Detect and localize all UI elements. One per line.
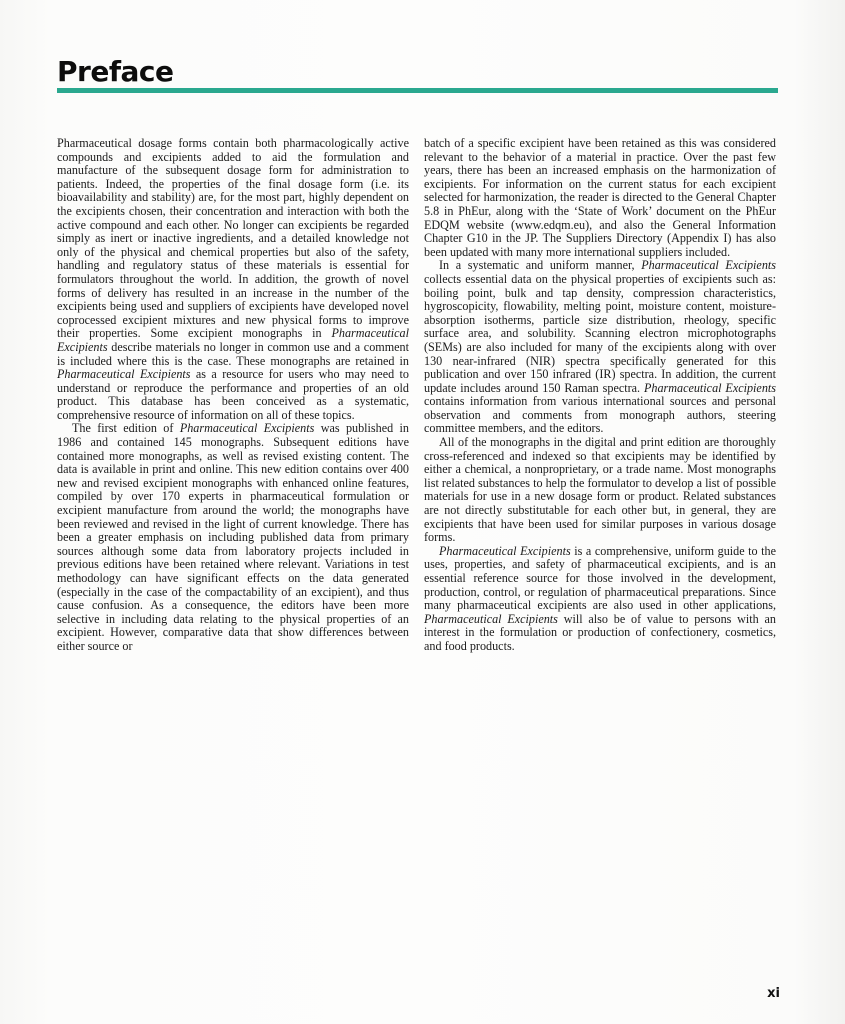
paragraph: [424, 259, 776, 436]
text-run: was published in 1986 and contained 145 monographs. Subsequent editions have contained more monographs, as well as revised existing content. The data is available in print and online. This new edition contains over 400 new and revised excipient monographs with enhanced online features, compiled by over 170 experts in pharmaceutical formulation or excipient manufacture from around the world; the monographs have been reviewed and revised in the light of current knowledge. There has been a greater emphasis on including published data from primary sources although some data from laboratory projects included in previous editions have been retained where relevant. Variations in test methodology can have significant effects on the data generated (especially in the case of the compactability of an excipient), and thus cause confusion. As a consequence, the editors have been more selective in including data relating to the physical properties of an excipient. However, comparative data that show differences between either source or: [57, 421, 410, 653]
italic-title-run: Pharmaceutical Excipients: [57, 326, 409, 354]
paragraph: [424, 137, 776, 259]
text-run: as a resource for users who may need to understand or reproduce the performance and properties of an old product. This database has been conceived as a systematic, comprehensive resource of information on all of these topics.: [57, 367, 409, 422]
paragraph: [57, 137, 409, 422]
paragraph: [424, 436, 776, 545]
page-number: xi: [767, 986, 780, 1001]
italic-title-run: Pharmaceutical Excipients: [643, 380, 776, 395]
text-run: Pharmaceutical dosage forms contain both pharmacologically active compounds and excipients added to aid the formulation and manufacture of the subsequent dosage form for administration to patients. Indeed, the properties of the final dosage form (i.e. its bioavailability and stability) are, for the most part, highly dependent on the excipients chosen, their concentration and interaction with both the active compound and each other. No longer can excipients be regarded simply as inert or inactive ingredients, and a detailed knowledge not only of the physical and chemical properties but also of the safety, handling and regulatory status of these materials is essential for formulators throughout the world. In addition, the growth of novel forms of delivery has resulted in an increase in the number of the excipients being used and suppliers of excipients have developed novel coprocessed excipient mixtures and new physical forms to improve their properties. Some excipient monographs in: [57, 136, 409, 341]
italic-title-run: Pharmaceutical Excipients: [57, 367, 191, 382]
right-column: [424, 137, 776, 654]
italic-title-run: Pharmaceutical Excipients: [439, 543, 571, 558]
title-rule: [57, 88, 778, 93]
paragraph: [424, 545, 776, 654]
text-run: contains information from various international sources and personal observation and comments from monograph authors, steering committee members, and the editors.: [424, 394, 776, 436]
text-run: batch of a specific excipient have been retained as this was considered relevant to the behavior of a material in practice. Over the past few years, there has been an increased emphasis on the harmonization of excipients. For information on the current status for each excipient selected for harmonization, the reader is directed to the General Chapter 5.8 in PhEur, along with the ‘State of Work’ document on the PhEur EDQM website (www.edqm.eu), and also the General Information Chapter G10 in the JP. The Suppliers Directory (Appendix I) has also been updated with many more international suppliers included.: [424, 136, 776, 259]
italic-title-run: Pharmaceutical Excipients: [641, 258, 776, 273]
page-title: Preface: [57, 55, 174, 88]
text-run: will also be of value to persons with an interest in the formulation or production of confectionery, cosmetics, and food products.: [424, 611, 776, 653]
italic-title-run: Pharmaceutical Excipients: [179, 421, 315, 436]
text-run: is a comprehensive, uniform guide to the uses, properties, and safety of pharmaceutical excipients, and is an essential reference source for those involved in the development, production, control, or regulation of pharmaceutical preparations. Since many pharmaceutical excipients are also used in other applications,: [424, 543, 776, 613]
text-run: The first edition of: [72, 421, 180, 436]
text-run: collects essential data on the physical properties of excipients such as: boiling point, bulk and tap density, compression characteristics, hygroscopicity, flowability, melting point, moisture content, moisture-absorption isotherms, particle size distribution, rheology, specific surface area, and solubility. Scanning electron microphotographs (SEMs) are also included for many of the excipients along with over 130 near-infrared (NIR) spectra specifically generated for this publication and over 150 infrared (IR) spectra. In addition, the current update includes around 150 Raman spectra.: [424, 271, 776, 395]
italic-title-run: Pharmaceutical Excipients: [424, 611, 558, 626]
text-run: describe materials no longer in common use and a comment is included where this is the case. These monographs are retained in: [57, 339, 409, 368]
paragraph: [57, 422, 409, 653]
left-column: [57, 137, 409, 654]
text-run: All of the monographs in the digital and print edition are thoroughly cross-referenced and indexed so that excipients may be identified by either a chemical, a nonproprietary, or a trade name. Most monographs list related substances to help the formulator to develop a list of possible materials for use in a new dosage form or product. Related substances are not directly substitutable for each other but, in general, they are excipients that have been used for similar purposes in various dosage forms.: [424, 435, 776, 545]
text-run: In a systematic and uniform manner,: [439, 258, 642, 273]
